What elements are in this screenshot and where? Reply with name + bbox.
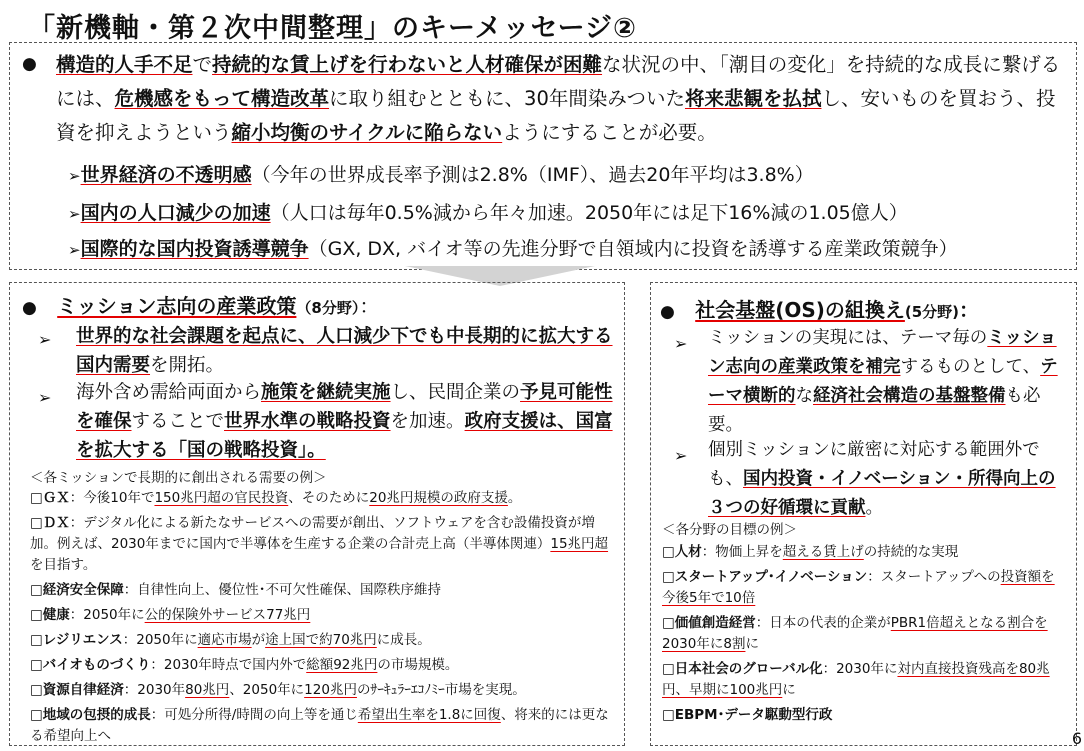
example-item [662, 705, 1066, 726]
emphasis-text: ミッション志向の産業政策を補完 [708, 328, 1057, 377]
example-item-heading: □ＧＸ [30, 490, 70, 506]
left-heading-text: ミッション志向の産業政策 [57, 294, 297, 318]
example-item [662, 659, 1066, 701]
example-item-heading: □スタートアップ･イノベーション [662, 569, 868, 585]
body-text: ミッションの実現には、テーマ毎の [708, 328, 988, 348]
left-examples-heading: ＜各ミッションで長期的に創出される需要の例＞ [30, 470, 327, 486]
body-text: ：デジタル化による新たなサービスへの需要が創出、ソフトウェアを含む設備投資が増加。例えば、2030年までに国内で半導体を生産する企業の合計売上高（半導体関連） [30, 515, 595, 552]
example-item [30, 680, 615, 701]
example-item [30, 488, 615, 509]
emphasis-text: 対内直接投資残高を80兆円、早期に100兆円 [662, 661, 1050, 698]
example-item [30, 580, 615, 601]
emphasis-text: 超える賃上げ [782, 544, 864, 560]
example-item-heading: □バイオものづくり [30, 657, 151, 673]
sub-point-heading: 国内の人口減少の加速 [80, 202, 271, 224]
example-item-heading: □健康 [30, 607, 70, 623]
body-text: ようにすることが必要。 [502, 121, 717, 144]
emphasis-text: 施策を継続実施 [261, 382, 391, 403]
arrow-bullet-icon: ➢ [68, 241, 81, 259]
example-item-heading: □資源自律経済 [30, 682, 124, 698]
arrow-bullet-icon: ➢ [38, 388, 52, 407]
body-text: に成長。 [376, 632, 431, 648]
body-text: し、民間企業の [390, 382, 521, 403]
emphasis-text: 希望出生率を1.8に回復 [357, 707, 501, 723]
bullet-icon: ● [660, 302, 675, 322]
top-bullet: ● [22, 54, 37, 74]
body-text: ：今後10年で [69, 490, 155, 506]
page-number: 6 [1071, 729, 1082, 748]
emphasis-text: 縮小均衡のサイクルに陥らない [231, 121, 503, 144]
emphasis-text: 150兆円超の官民投資 [154, 490, 289, 506]
emphasis-text: 世界水準の戦略投資 [224, 411, 391, 432]
emphasis-text: 適応市場 [197, 632, 252, 648]
example-item-heading: □レジリエンス [30, 632, 123, 648]
heading-colon: ： [959, 298, 980, 322]
arrow-bullet-icon: ➢ [68, 167, 81, 185]
body-text: な状況の中、「潮目の変化」を持続的な成長に繋げるには、 [56, 53, 1061, 110]
example-item-heading: □人材 [662, 544, 702, 560]
emphasis-text: 総額92兆円 [306, 657, 378, 673]
sub-point-heading: 国際的な国内投資誘導競争 [80, 238, 309, 260]
body-text: 。 [507, 490, 522, 506]
body-text: ：可処分所得/時間の向上等を通じ [150, 707, 358, 723]
emphasis-text: 政府支援は、国富を拡大する「国の戦略投資」。 [76, 411, 613, 461]
body-text: し、安いものを買おう、投資を抑えようという [56, 87, 1056, 144]
emphasis-text: 将来悲観を払拭 [684, 87, 822, 110]
right-point-1 [708, 324, 1070, 440]
example-item-heading: □経済安全保障 [30, 582, 124, 598]
example-item-heading: □ＤＸ [30, 515, 70, 531]
example-item [30, 655, 615, 676]
example-item [30, 605, 615, 626]
body-text: で [192, 53, 213, 76]
left-point-1 [76, 322, 616, 380]
body-text: ：自律性向上、優位性･不可欠性確保、国際秩序維持 [123, 582, 442, 598]
example-item [30, 513, 615, 576]
arrow-bullet-icon: ➢ [68, 205, 81, 223]
right-heading-text: 社会基盤(OS)の組換え [695, 298, 905, 322]
right-examples-heading: ＜各分野の目標の例＞ [662, 522, 797, 538]
emphasis-text: 危機感をもって構造改革 [114, 87, 330, 110]
emphasis-text: 世界的な社会課題を起点に、人口減少下でも中長期的に拡大する国内需要 [76, 326, 613, 376]
body-text: することで [131, 411, 225, 432]
emphasis-text: 予見可能性を確保 [76, 382, 613, 432]
top-paragraph [56, 48, 1066, 150]
left-point-2 [76, 378, 616, 465]
example-item [662, 567, 1066, 609]
sub-point-detail: （GX, DX, バイオ等の先進分野で自領域内に投資を誘導する産業政策競争） [308, 238, 958, 260]
body-text: 、将来的には更なる希望向上へ [30, 707, 609, 744]
sub-point-detail: （人口は毎年0.5%減から年々加速。2050年には足下16%減の1.05億人） [270, 202, 908, 224]
bullet-icon: ● [22, 298, 37, 318]
emphasis-text: テーマ横断的 [708, 357, 1058, 406]
example-item [30, 630, 615, 651]
body-text: 。 [865, 498, 883, 518]
arrow-bullet-icon: ➢ [674, 334, 688, 353]
right-heading [660, 294, 979, 323]
right-examples-list [662, 542, 1066, 730]
example-item-heading: □日本社会のグローバル化 [662, 661, 823, 677]
example-item [662, 613, 1066, 655]
emphasis-text: 投資額を今後5年で10倍 [662, 569, 1055, 606]
example-item-heading: □地域の包摂的成長 [30, 707, 151, 723]
emphasis-text: 国内投資・イノベーション・所得向上の３つの好循環に貢献 [708, 469, 1056, 518]
body-text: ：スタートアップへの [867, 569, 1001, 585]
body-text: ：2030年に [822, 661, 898, 677]
emphasis-text: 持続的な賃上げを行わないと人材確保が困難 [212, 53, 603, 76]
emphasis-text: 公的保険外サービス77兆円 [144, 607, 311, 623]
body-text: のｻｰｷｭﾗｰｴｺﾉﾐｰ市場を実現。 [356, 682, 526, 698]
body-text: を開拓。 [150, 355, 225, 376]
left-heading-note: （8分野） [296, 299, 360, 317]
emphasis-text: 構造的人手不足 [56, 53, 193, 76]
body-text: に [782, 682, 796, 698]
body-text: ：日本の代表的企業が [755, 615, 891, 631]
body-text: 、そのために [288, 490, 370, 506]
body-text: の市場規模。 [377, 657, 459, 673]
emphasis-text: 120兆円 [304, 682, 357, 698]
sub-point-1 [68, 160, 814, 187]
sub-point-detail: （今年の世界成長率予測は2.8%（IMF）、過去20年平均は3.8%） [251, 164, 814, 186]
emphasis-text: 経済社会構造の基盤整備 [813, 386, 1006, 406]
body-text: ：2030年時点で国内外で [150, 657, 307, 673]
body-text: するものとして、 [900, 357, 1041, 377]
page-title: 「新機軸・第２次中間整理」のキーメッセージ② [28, 13, 637, 44]
example-item-heading: □EBPM･データ駆動型行政 [662, 707, 833, 723]
emphasis-text: 80兆円 [185, 682, 230, 698]
left-examples-list [30, 488, 615, 751]
emphasis-text: 途上国で約70兆円 [265, 632, 377, 648]
emphasis-text: 15兆円超 [550, 536, 609, 552]
body-text: も必要。 [708, 386, 1041, 435]
example-item-heading: □価値創造経営 [662, 615, 756, 631]
body-text: 個別ミッションに厳密に対応する範囲外でも、 [708, 440, 1040, 489]
body-text: に [745, 636, 759, 652]
arrow-bullet-icon: ➢ [38, 330, 52, 349]
sub-point-3 [68, 234, 958, 261]
body-text: な [795, 386, 813, 406]
body-text: を目指す。 [30, 557, 97, 573]
emphasis-text: 20兆円規模の政府支援 [369, 490, 508, 506]
right-heading-note: (5分野) [904, 303, 960, 321]
body-text: を加速。 [390, 411, 465, 432]
right-point-2 [708, 436, 1070, 523]
arrow-bullet-icon: ➢ [674, 446, 688, 465]
emphasis-text: PBR1倍超えとなる割合を2030年に8割 [662, 615, 1048, 652]
body-text: が [251, 632, 266, 648]
body-text: の持続的な実現 [863, 544, 959, 560]
body-text: に取り組むとともに、30年間染みついた [329, 87, 685, 110]
body-text: ：物価上昇を [701, 544, 783, 560]
sub-point-heading: 世界経済の不透明感 [80, 164, 252, 186]
body-text: 、2050年に [229, 682, 305, 698]
sub-point-2 [68, 198, 908, 225]
body-text: ：2030年 [123, 682, 186, 698]
left-heading [22, 290, 379, 319]
example-item [662, 542, 1066, 563]
body-text: ：2050年に [122, 632, 198, 648]
example-item [30, 705, 615, 747]
body-text: ：2050年に [69, 607, 145, 623]
body-text: 海外含め需給両面から [76, 382, 262, 403]
heading-colon: ： [359, 294, 380, 318]
